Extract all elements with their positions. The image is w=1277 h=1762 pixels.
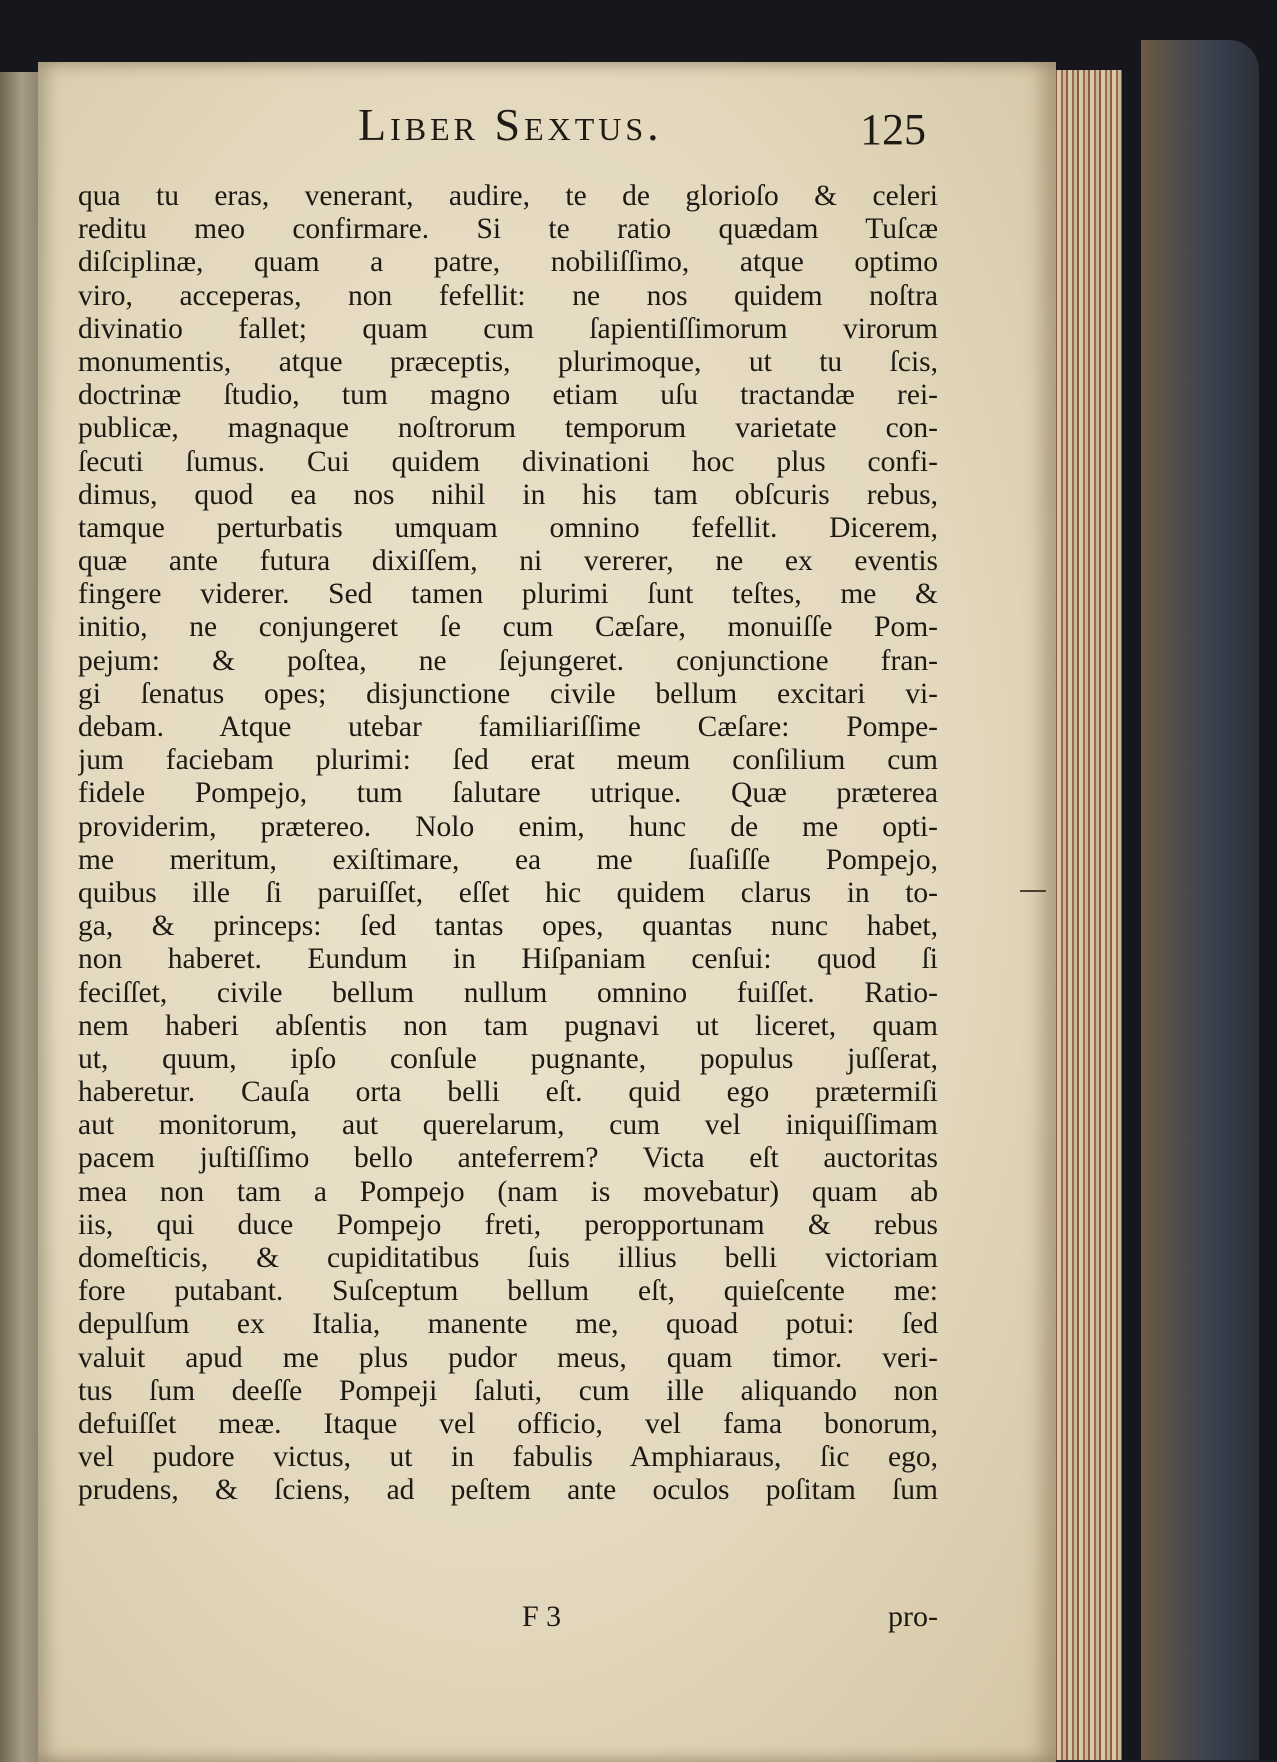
text-line: prudens, & ſciens, ad peſtem ante oculos poſitam ſum [78,1474,938,1507]
text-line: nem haberi abſentis non tam pugnavi ut liceret, quam [78,1009,938,1042]
text-line: initio, ne conjungeret ſe cum Cæſare, monuiſſe Pom- [78,611,938,644]
text-line: divinatio fallet; quam cum ſapientiſſimorum virorum [78,312,938,345]
book-cover-edge [1141,40,1259,1760]
text-line: me meritum, exiſtimare, ea me ſuaſiſſe Pompejo, [78,843,938,876]
text-line: gi ſenatus opes; disjunctione civile bellum excitari vi- [78,677,938,710]
text-line: pacem juſtiſſimo bello anteferrem? Victa eſt auctoritas [78,1142,938,1175]
page-edges [1052,70,1122,1760]
text-line: providerim, prætereo. Nolo enim, hunc de me opti- [78,810,938,843]
text-line: reditu meo confirmare. Si te ratio quædam Tuſcæ [78,213,938,246]
page-footer [78,1600,938,1640]
text-line: tus ſum deeſſe Pompeji ſaluti, cum ille aliquando non [78,1374,938,1407]
text-line: depulſum ex Italia, manente me, quoad potui: ſed [78,1308,938,1341]
text-line: dimus, quod ea nos nihil in his tam obſcuris rebus, [78,478,938,511]
text-line: non haberet. Eundum in Hiſpaniam cenſui: quod ſi [78,943,938,976]
text-line: fore putabant. Suſceptum bellum eſt, quieſcente me: [78,1275,938,1308]
text-line: qua tu eras, venerant, audire, te de glorioſo & celeri [78,180,938,212]
text-line: vel pudore victus, ut in fabulis Amphiaraus, ſic ego, [78,1441,938,1474]
body-text [78,180,938,1508]
running-head [62,98,952,168]
text-line: diſciplinæ, quam a patre, nobiliſſimo, atque optimo [78,246,938,279]
text-line: jum faciebam plurimi: ſed erat meum conſilium cum [78,744,938,777]
text-line: viro, acceperas, non fefellit: ne nos quidem noſtra [78,279,938,312]
text-line: monumentis, atque præceptis, plurimoque, ut tu ſcis, [78,345,938,378]
text-line: doctrinæ ſtudio, tum magno etiam uſu tractandæ rei- [78,379,938,412]
text-line: pejum: & poſtea, ne ſejungeret. conjunctione fran- [78,644,938,677]
text-line: defuiſſet meæ. Itaque vel officio, vel fama bonorum, [78,1407,938,1440]
running-title: Liber Sextus. [358,99,663,150]
text-line: feciſſet, civile bellum nullum omnino fuiſſet. Ratio- [78,976,938,1009]
text-line: publicæ, magnaque noſtrorum temporum varietate con- [78,412,938,445]
text-line: iis, qui duce Pompejo freti, peropportunam & rebus [78,1208,938,1241]
catchword: pro- [888,1600,938,1633]
text-line: quæ ante futura dixiſſem, ni vererer, ne ex eventis [78,545,938,578]
signature-mark: F 3 [522,1600,562,1633]
text-line: ga, & princeps: ſed tantas opes, quantas nunc habet, [78,910,938,943]
text-line: haberetur. Cauſa orta belli eſt. quid ego prætermiſi [78,1076,938,1109]
text-line: ut, quum, ipſo conſule pugnante, populus juſſerat, [78,1042,938,1075]
text-line: ſecuti ſumus. Cui quidem divinationi hoc plus confi- [78,445,938,478]
text-line: debam. Atque utebar familiariſſime Cæſare: Pompe- [78,711,938,743]
text-line: mea non tam a Pompejo (nam is movebatur) quam ab [78,1175,938,1208]
text-line: domeſticis, & cupiditatibus ſuis illius belli victoriam [78,1242,938,1274]
text-line: quibus ille ſi paruiſſet, eſſet hic quidem clarus in to- [78,876,938,909]
facing-page-edge [0,72,40,1762]
text-line: fingere viderer. Sed tamen plurimi ſunt teſtes, me & [78,578,938,611]
text-line: fidele Pompejo, tum ſalutare utrique. Quæ præterea [78,777,938,810]
page-number: 125 [860,105,926,154]
margin-mark [1020,890,1046,892]
text-line: tamque perturbatis umquam omnino fefellit. Dicerem, [78,511,938,544]
text-line: aut monitorum, aut querelarum, cum vel iniquiſſimam [78,1109,938,1142]
text-line: valuit apud me plus pudor meus, quam timor. veri- [78,1341,938,1374]
